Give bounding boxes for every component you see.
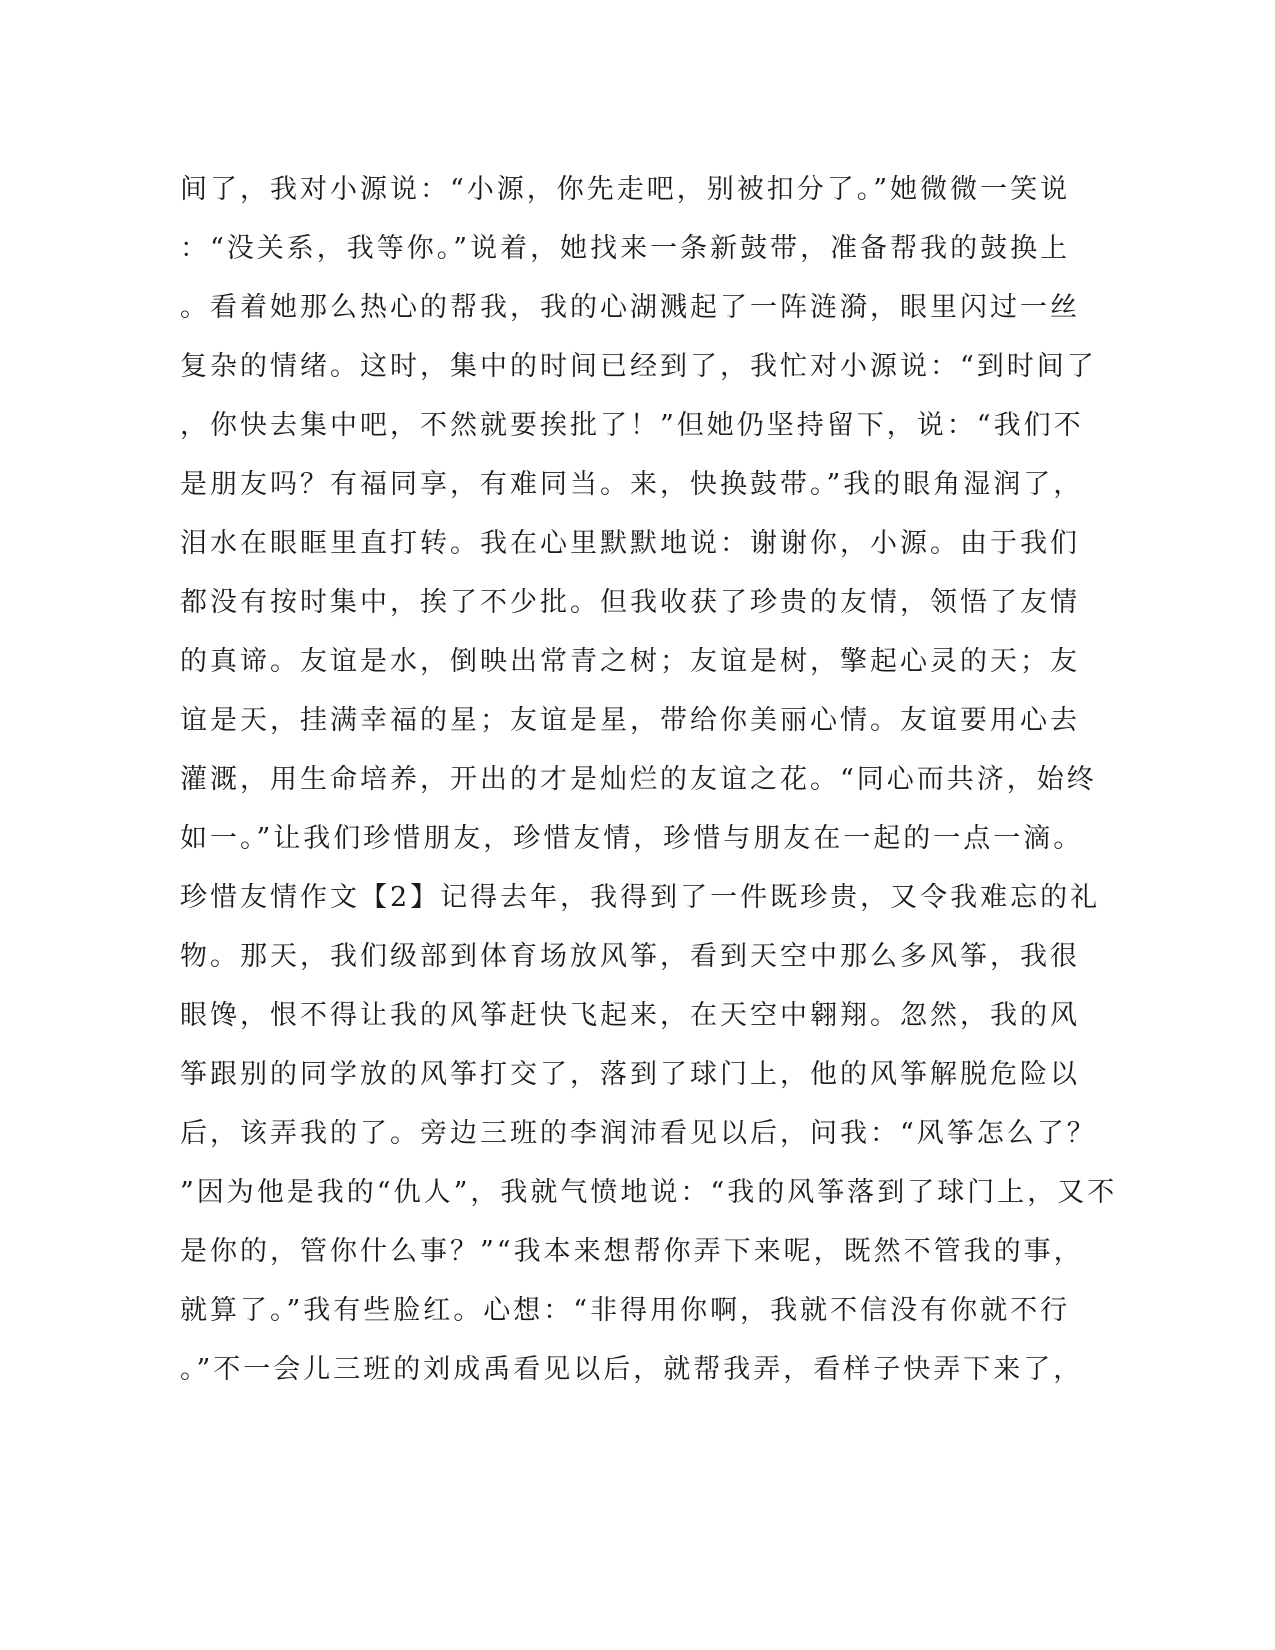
text-line: 就算了。”我有些脸红。心想：“非得用你啊，我就不信没有你就不行 (180, 1295, 1071, 1326)
text-line: 是朋友吗？有福同享，有难同当。来，快换鼓带。”我的眼角湿润了， (180, 469, 1084, 500)
text-line: 是你的，管你什么事？”“我本来想帮你弄下来呢，既然不管我的事， (180, 1236, 1084, 1267)
text-line: 灌溉，用生命培养，开出的才是灿烂的友谊之花。“同心而共济，始终 (180, 764, 1097, 795)
text-line: 。看着她那么热心的帮我，我的心湖溅起了一阵涟漪，眼里闪过一丝 (180, 292, 1080, 323)
text-line: 眼馋，恨不得让我的风筝赶快飞起来，在天空中翱翔。忽然，我的风 (180, 1000, 1080, 1031)
text-line: ：“没关系，我等你。”说着，她找来一条新鼓带，准备帮我的鼓换上 (180, 233, 1071, 264)
text-line: 都没有按时集中，挨了不少批。但我收获了珍贵的友情，领悟了友情 (180, 587, 1080, 618)
text-line: ”因为他是我的“仇人”，我就气愤地说：“我的风筝落到了球门上，又不 (180, 1177, 1118, 1208)
text-line: 后，该弄我的了。旁边三班的李润沛看见以后，问我：“风筝怎么了？ (180, 1118, 1097, 1149)
text-line: 的真谛。友谊是水，倒映出常青之树；友谊是树，擎起心灵的天；友 (180, 646, 1080, 677)
text-line: 如一。”让我们珍惜朋友，珍惜友情，珍惜与朋友在一起的一点一滴。 (180, 823, 1084, 854)
text-line: ，你快去集中吧，不然就要挨批了！”但她仍坚持留下，说：“我们不 (180, 410, 1084, 441)
text-line: 物。那天，我们级部到体育场放风筝，看到天空中那么多风筝，我很 (180, 941, 1080, 972)
text-line: 复杂的情绪。这时，集中的时间已经到了，我忙对小源说：“到时间了 (180, 351, 1097, 382)
text-line: 珍惜友情作文【2】记得去年，我得到了一件既珍贵，又令我难忘的礼 (180, 882, 1101, 913)
text-line: 泪水在眼眶里直打转。我在心里默默地说：谢谢你，小源。由于我们 (180, 528, 1080, 559)
text-line: 。”不一会儿三班的刘成禹看见以后，就帮我弄，看样子快弄下来了， (180, 1354, 1084, 1385)
text-line: 间了，我对小源说：“小源，你先走吧，别被扣分了。”她微微一笑说 (180, 174, 1071, 205)
text-line: 谊是天，挂满幸福的星；友谊是星，带给你美丽心情。友谊要用心去 (180, 705, 1080, 736)
text-line: 筝跟别的同学放的风筝打交了，落到了球门上，他的风筝解脱危险以 (180, 1059, 1080, 1090)
essay-body (180, 160, 1118, 1399)
